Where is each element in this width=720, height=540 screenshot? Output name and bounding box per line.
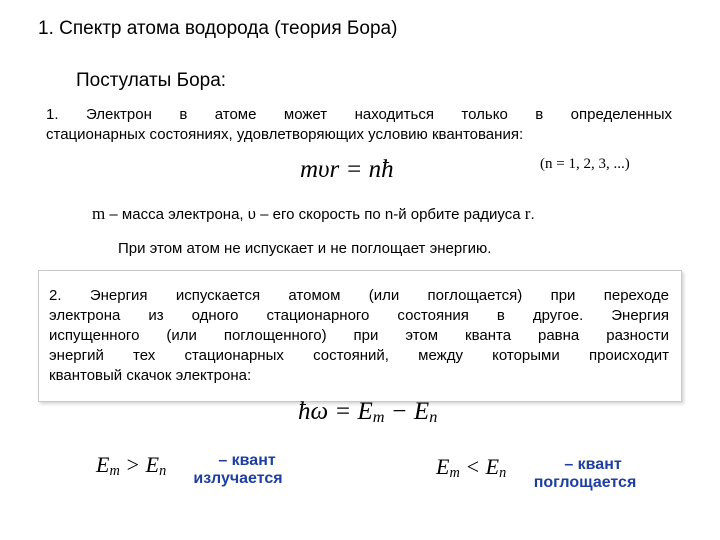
emission-label [178,452,298,488]
quantization-formula-note: (n = 1, 2, 3, ...) [540,156,630,172]
definition-end: . [530,206,535,223]
slide-title: 1. Спектр атома водорода (теория Бора) [38,18,398,39]
emission-label-line-2: излучается [193,470,283,487]
emission-sub-m: m [109,463,120,479]
symbol-r: r [524,204,531,223]
absorption-condition [436,454,506,482]
slide-subtitle: Постулаты Бора: [76,70,227,91]
postulate-2-block [38,270,682,402]
energy-formula-sub-n: n [429,408,438,426]
energy-formula [298,398,437,427]
symbol-m: m [92,204,106,223]
postulate-2-line-1: 2. Энергия испускается атомом (или поглощается) при переходе [49,287,669,304]
postulate-2-line-3: испущенного (или поглощенного) при этом кванта равна разности [49,327,669,344]
absorption-sub-n: n [499,465,507,481]
absorption-sub-m: m [449,465,460,481]
absorption-E: E [436,454,450,479]
postulate-1-note: При этом атом не испускает и не поглощает энергию. [118,240,492,257]
absorption-operator: < E [459,454,500,479]
postulate-1-block [38,98,680,246]
variable-definitions [92,204,535,224]
postulate-2-line-2: электрона из одного стационарного состояния в другое. Энергия [49,307,669,324]
absorption-label-line-2: поглощается [533,474,637,491]
energy-formula-sub-m: m [372,408,385,426]
definition-text: – масса электрона, υ – его скорость по n-й орбите радиуса [105,206,525,223]
emission-E: E [96,452,110,477]
postulate-1-line-1: 1. Электрон в атоме может находиться только в определенных [46,106,672,123]
postulate-2-line-5: квантовый скачок электрона: [49,367,252,384]
energy-formula-left: ħω = E [298,398,373,425]
emission-condition [96,452,166,480]
absorption-label [518,456,652,492]
emission-operator: > E [119,452,160,477]
emission-label-line-1: – квант [218,452,276,469]
absorption-label-line-1: – квант [564,456,622,473]
emission-sub-n: n [159,463,167,479]
energy-formula-mid: − E [384,398,430,425]
quantization-formula: mυr = nħ [300,156,394,183]
postulate-2-line-4: энергий тех стационарных состояний, между которыми происходит [49,347,669,364]
postulate-1-line-2: стационарных состояниях, удовлетворяющих условию квантования: [46,126,524,143]
